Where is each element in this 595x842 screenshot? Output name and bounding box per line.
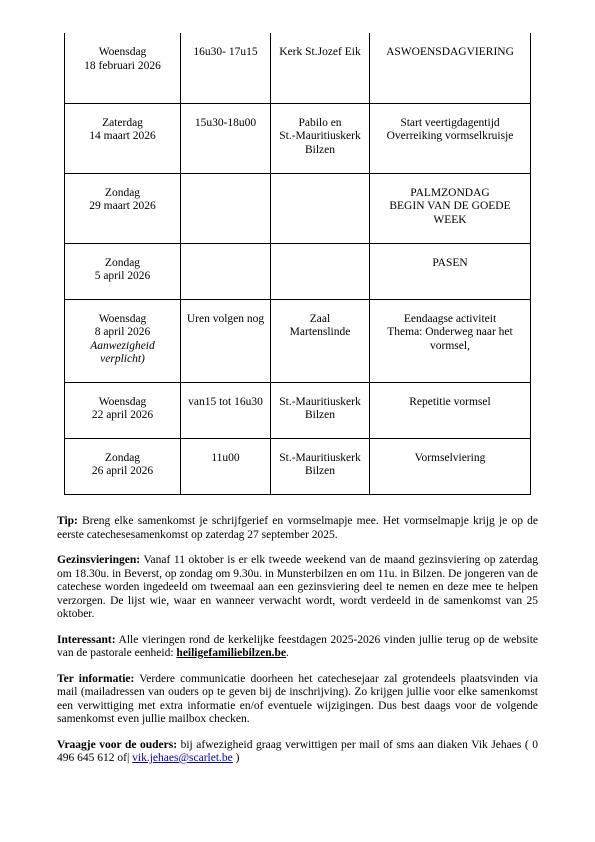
activity-cell bbox=[370, 173, 531, 243]
date-note: Aanwezigheid bbox=[90, 339, 155, 352]
place-cell bbox=[271, 299, 370, 382]
gezinsvieringen-text: Vanaf 11 oktober is er elk tweede weekend van de maand gezinsviering op zaterdag om 18.30u. in Beverst, op zondag om 9.30u. in Munsterbilzen en om 11u. in Bilzen. De jongeren van de catechese worden ingedeeld om tweemaal aan een gezinsviering deel te nemen en deze mee te helpen verzorgen. De lijst wie, waar en wanneer verwacht wordt, wordt verdeeld in de samenkomst van 25 oktober. bbox=[57, 554, 538, 620]
activity-cell bbox=[370, 438, 531, 494]
gezinsvieringen-paragraph bbox=[57, 554, 538, 622]
schedule-table bbox=[64, 33, 531, 495]
schedule-row bbox=[65, 103, 531, 173]
interessant-paragraph bbox=[57, 634, 538, 661]
activity-cell-line: Eendaagse activiteit bbox=[403, 312, 497, 325]
activity-cell bbox=[370, 382, 531, 438]
time-cell bbox=[181, 243, 271, 299]
date-cell-line: Zondag bbox=[104, 186, 141, 199]
activity-cell-line: vormsel, bbox=[430, 339, 470, 352]
vraagje-text: bij afwezigheid graag verwittigen per mail of sms aan diaken Vik Jehaes ( 0 496 645 612 of| bbox=[57, 738, 538, 764]
place-cell-line: Pabilo en bbox=[298, 116, 342, 129]
place-cell bbox=[271, 438, 370, 494]
vraagje-paragraph bbox=[57, 739, 538, 766]
place-cell-line: Martenslinde bbox=[289, 326, 351, 338]
date-cell bbox=[65, 299, 181, 382]
place-cell bbox=[271, 243, 370, 299]
place-cell-line: Kerk St.Jozef Eik bbox=[279, 46, 361, 58]
date-cell-line: 22 april 2026 bbox=[91, 409, 154, 421]
place-cell-line: St.-Mauritiuskerk bbox=[279, 451, 361, 464]
date-note: verplicht) bbox=[100, 353, 145, 365]
date-cell bbox=[65, 33, 181, 103]
place-cell bbox=[271, 382, 370, 438]
ter-informatie-paragraph bbox=[57, 673, 538, 727]
date-cell-line: 5 april 2026 bbox=[94, 270, 151, 282]
vraagje-label: Vraagje voor de ouders: bbox=[57, 738, 178, 751]
activity-cell-line: Start veertigdagentijd bbox=[400, 116, 500, 129]
date-cell-line: 26 april 2026 bbox=[91, 465, 154, 477]
date-cell-line: 8 april 2026 bbox=[94, 326, 151, 338]
interessant-label: Interessant: bbox=[57, 633, 116, 646]
ter-informatie-text: Verdere communicatie doorheen het catechesejaar zal grotendeels plaatsvinden via mail (mailadressen van ouders op te geven bij de inschrijving). Zo krijgen jullie voor elke samenkomst een verwittiging met extra informatie en/of eventuele wijzigingen. Dus best daags voor de volgende samenkomst even jullie mailbox checken. bbox=[57, 672, 538, 725]
time-cell: 11u00 bbox=[181, 438, 271, 494]
info-section bbox=[57, 515, 538, 778]
place-cell bbox=[271, 33, 370, 103]
activity-cell bbox=[370, 103, 531, 173]
activity-cell-line: BEGIN VAN DE GOEDE bbox=[389, 200, 511, 212]
tip-label: Tip: bbox=[57, 515, 78, 527]
vraagje-end: ) bbox=[232, 752, 240, 764]
date-cell-line: Zondag bbox=[104, 451, 141, 464]
activity-cell-line: PASEN bbox=[432, 256, 468, 269]
tip-paragraph bbox=[57, 515, 538, 542]
activity-cell-line: Thema: Onderweg naar het bbox=[387, 326, 513, 338]
schedule-row bbox=[65, 299, 531, 382]
activity-cell bbox=[370, 299, 531, 382]
date-cell-line: Zondag bbox=[104, 256, 141, 269]
time-cell: 15u30-18u00 bbox=[181, 103, 271, 173]
date-cell bbox=[65, 173, 181, 243]
ter-informatie-label: Ter informatie: bbox=[57, 672, 135, 685]
time-cell: Uren volgen nog bbox=[181, 299, 271, 382]
place-cell bbox=[271, 173, 370, 243]
activity-cell-line: PALMZONDAG bbox=[410, 186, 490, 199]
schedule-row bbox=[65, 438, 531, 494]
date-cell-line: 14 maart 2026 bbox=[89, 130, 156, 142]
place-cell-line: Bilzen bbox=[304, 465, 336, 477]
date-cell-line: Zaterdag bbox=[102, 116, 143, 129]
date-cell-line: Woensdag bbox=[98, 395, 147, 408]
time-cell: van15 tot 16u30 bbox=[181, 382, 271, 438]
place-cell-line: St.-Mauritiuskerk bbox=[279, 130, 361, 142]
interessant-text: Alle vieringen rond de kerkelijke feestdagen 2025-2026 vinden jullie terug op de website van de pastorale eenheid: bbox=[57, 633, 538, 659]
date-cell bbox=[65, 382, 181, 438]
activity-cell-line: Vormselviering bbox=[414, 451, 486, 464]
schedule-row bbox=[65, 382, 531, 438]
schedule-row bbox=[65, 33, 531, 103]
date-cell-line: 18 februari 2026 bbox=[84, 59, 161, 72]
schedule-row bbox=[65, 173, 531, 243]
date-cell bbox=[65, 438, 181, 494]
website-link[interactable]: heiligefamiliebilzen.be bbox=[176, 647, 286, 659]
time-cell bbox=[181, 173, 271, 243]
place-cell-line: St.-Mauritiuskerk bbox=[279, 395, 361, 408]
date-cell bbox=[65, 243, 181, 299]
activity-cell-line: WEEK bbox=[433, 213, 467, 226]
place-cell bbox=[271, 103, 370, 173]
time-cell: 16u30- 17u15 bbox=[181, 33, 271, 103]
date-cell bbox=[65, 103, 181, 173]
activity-cell bbox=[370, 33, 531, 103]
activity-cell bbox=[370, 243, 531, 299]
activity-cell-line: Repetitie vormsel bbox=[409, 395, 491, 408]
date-cell-line: 29 maart 2026 bbox=[89, 200, 156, 212]
date-cell-line: Woensdag bbox=[98, 46, 147, 58]
date-cell-line: Woensdag bbox=[98, 312, 147, 325]
place-cell-line: Bilzen bbox=[304, 409, 336, 421]
email-link[interactable]: vik.jehaes@scarlet.be bbox=[132, 752, 233, 764]
place-cell-line: Bilzen bbox=[304, 143, 336, 156]
interessant-end: . bbox=[285, 647, 289, 659]
gezinsvieringen-label: Gezinsvieringen: bbox=[57, 554, 141, 566]
activity-cell-line: ASWOENSDAGVIERING bbox=[386, 46, 514, 58]
activity-cell-line: Overreiking vormselkruisje bbox=[386, 130, 514, 142]
schedule-row bbox=[65, 243, 531, 299]
tip-text: Breng elke samenkomst je schrijfgerief en vormselmapje mee. Het vormselmapje krijg je op de eerste catechesesamenkomst op zaterdag 27 september 2025. bbox=[57, 515, 538, 541]
place-cell-line: Zaal bbox=[309, 312, 331, 325]
